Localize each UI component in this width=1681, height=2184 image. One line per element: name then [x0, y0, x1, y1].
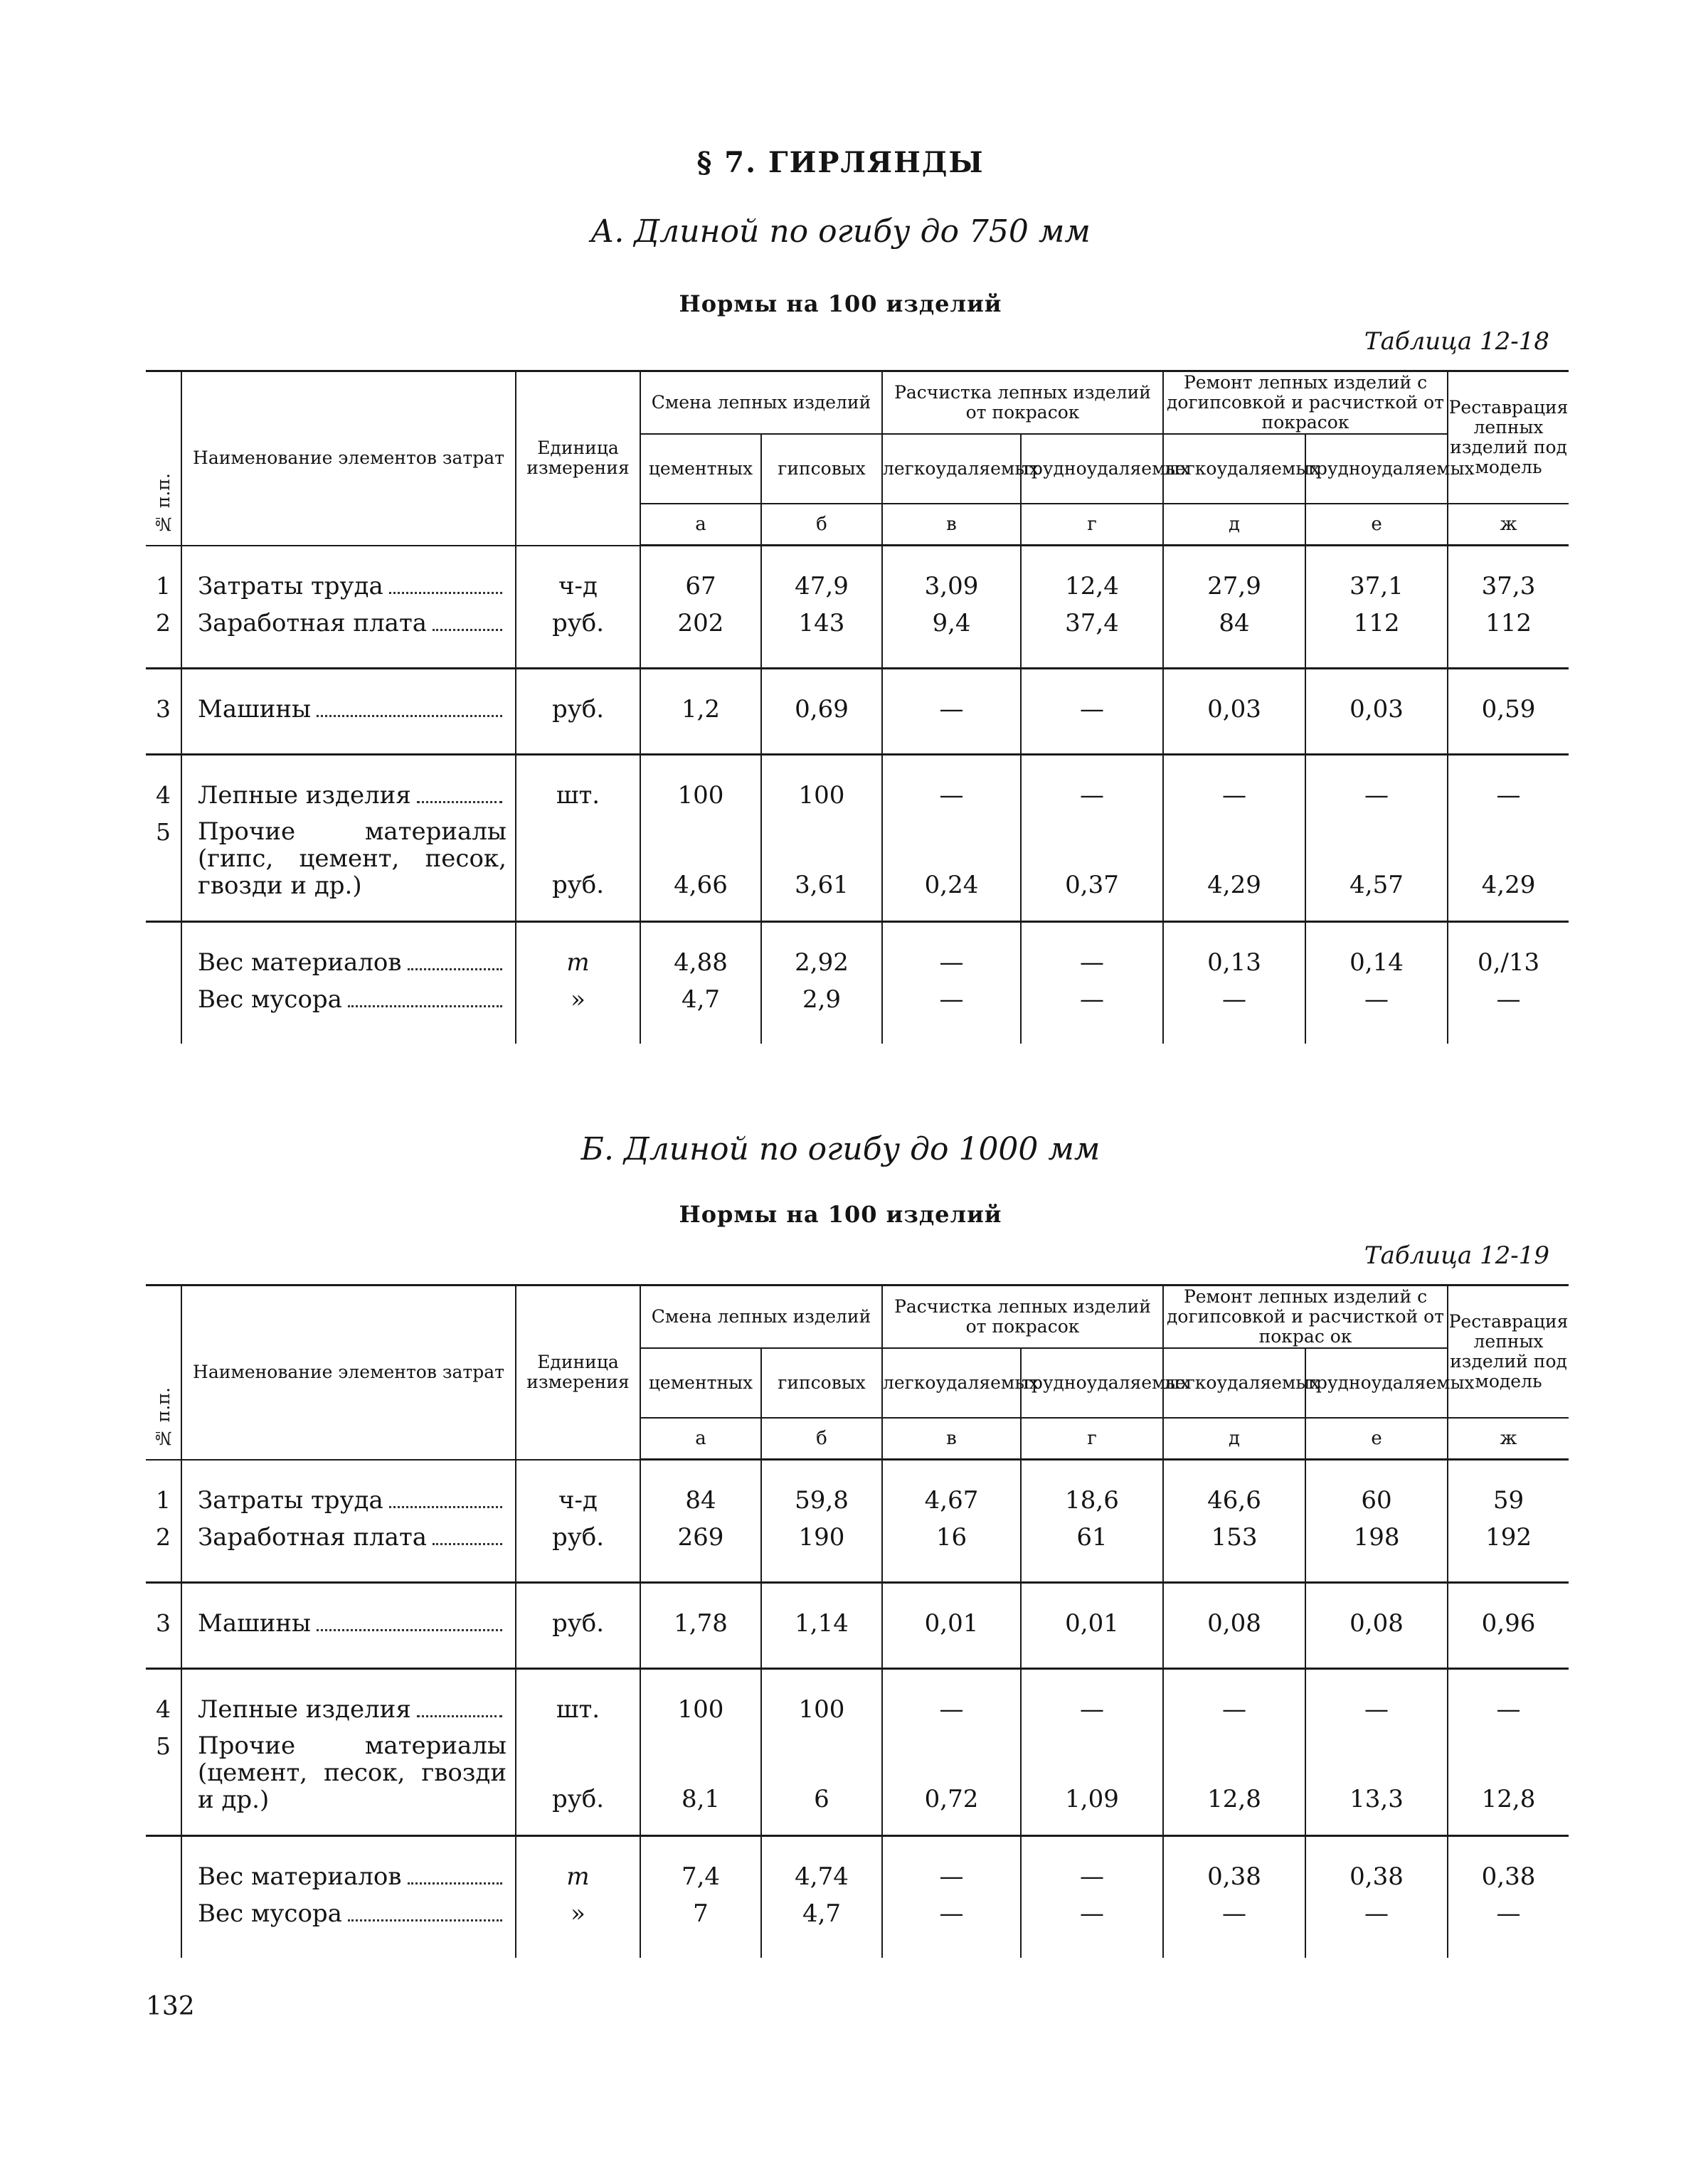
cell-value: 100: [640, 1669, 761, 1733]
cell-value: 6: [761, 1732, 882, 1836]
cell-value: —: [1021, 1836, 1163, 1900]
row-number: 5: [146, 818, 181, 922]
legko-header: легкоудаляемых: [1163, 434, 1305, 504]
group-smena-header: Смена лепных изделий: [640, 371, 882, 435]
trudno-header: трудноудаляемых: [1021, 1348, 1163, 1418]
row-unit: руб.: [516, 818, 640, 922]
col-letter: д: [1163, 504, 1305, 546]
table-row: [146, 1523, 1569, 1583]
cell-value: 0,38: [1305, 1836, 1448, 1900]
table-row: [146, 1669, 1569, 1733]
cell-value: —: [1163, 1899, 1305, 1958]
row-number: 4: [146, 1669, 181, 1733]
norm-table-a: [146, 370, 1569, 1044]
row-number: [146, 922, 181, 986]
page-number: 132: [146, 1992, 195, 2021]
cell-value: 100: [761, 1669, 882, 1733]
cell-value: 7,4: [640, 1836, 761, 1900]
cell-value: 2,92: [761, 922, 882, 986]
row-name: [181, 1523, 516, 1583]
row-number: 2: [146, 609, 181, 669]
cell-value: 0,96: [1448, 1583, 1569, 1669]
legko-header: легкоудаляемых: [882, 1348, 1021, 1418]
cell-value: 37,4: [1021, 609, 1163, 669]
num-header: № п.п.: [152, 473, 174, 535]
row-name-text: Лепные изделия: [198, 781, 411, 810]
cell-value: —: [882, 922, 1021, 986]
cell-value: —: [1163, 755, 1305, 819]
restavr-header: Реставрация лепных изделий под модель: [1448, 371, 1569, 504]
cell-value: —: [1021, 922, 1163, 986]
cell-value: 12,8: [1448, 1732, 1569, 1836]
cell-value: 0,72: [882, 1732, 1021, 1836]
cell-value: 37,1: [1305, 546, 1448, 610]
cell-value: 7: [640, 1899, 761, 1958]
table-row: [146, 1460, 1569, 1524]
cell-value: —: [1305, 1669, 1448, 1733]
cell-value: 0,69: [761, 669, 882, 755]
table-row: [146, 546, 1569, 610]
name-header: Наименование элементов затрат: [181, 371, 516, 546]
part-b-table-ref: Таблица 12-19: [1364, 1241, 1549, 1270]
col-letter: ж: [1448, 504, 1569, 546]
cell-value: —: [1021, 1669, 1163, 1733]
cell-value: —: [1305, 985, 1448, 1044]
cement-header: цементных: [640, 1348, 761, 1418]
cell-value: 84: [1163, 609, 1305, 669]
row-name-text: Вес материалов: [198, 948, 402, 977]
gips-header: гипсовых: [761, 1348, 882, 1418]
row-number: 5: [146, 1732, 181, 1836]
group-remont-header: Ремонт лепных изделий с догипсовкой и расчисткой от покрас ок: [1163, 1286, 1448, 1349]
row-unit: шт.: [516, 1669, 640, 1733]
table-row: [146, 1732, 1569, 1836]
row-name: [181, 609, 516, 669]
row-unit: т: [516, 1836, 640, 1900]
group-raschistka-header: Расчистка лепных изделий от покрасок: [882, 1286, 1163, 1349]
restavr-header: Реставрация лепных изделий под модель: [1448, 1286, 1569, 1419]
cell-value: 12,8: [1163, 1732, 1305, 1836]
cell-value: 0,03: [1163, 669, 1305, 755]
row-unit: шт.: [516, 755, 640, 819]
cell-value: 0,01: [1021, 1583, 1163, 1669]
cell-value: 198: [1305, 1523, 1448, 1583]
cell-value: 59,8: [761, 1460, 882, 1524]
cement-header: цементных: [640, 434, 761, 504]
cell-value: 269: [640, 1523, 761, 1583]
row-unit: руб.: [516, 1583, 640, 1669]
cell-value: 100: [640, 755, 761, 819]
row-name: [181, 546, 516, 610]
part-a-subtitle: А. Длиной по огибу до 750 мм: [590, 213, 1091, 250]
row-name-text: Машины: [198, 695, 312, 723]
section-title: § 7. ГИРЛЯНДЫ: [696, 146, 985, 179]
row-name: [181, 755, 516, 819]
cell-value: 202: [640, 609, 761, 669]
cell-value: 60: [1305, 1460, 1448, 1524]
cell-value: —: [1021, 669, 1163, 755]
row-number: 1: [146, 546, 181, 610]
unit-header: Единица измерения: [516, 371, 640, 546]
group-raschistka-header: Расчистка лепных изделий от покрасок: [882, 371, 1163, 435]
cell-value: 4,67: [882, 1460, 1021, 1524]
row-name-text: Прочие материалы (цемент, песок, гвозди и др.): [198, 1732, 507, 1814]
row-name: [181, 922, 516, 986]
row-unit: руб.: [516, 669, 640, 755]
cell-value: —: [1305, 1899, 1448, 1958]
table-row: [146, 669, 1569, 755]
row-name-text: Вес мусора: [198, 1899, 342, 1928]
cell-value: 9,4: [882, 609, 1021, 669]
cell-value: 0,03: [1305, 669, 1448, 755]
row-name: [181, 985, 516, 1044]
group-remont-header: Ремонт лепных изделий с догипсовкой и расчисткой от покрасок: [1163, 371, 1448, 435]
cell-value: —: [1305, 755, 1448, 819]
part-b-subtitle: Б. Длиной по огибу до 1000 мм: [580, 1131, 1101, 1167]
cell-value: 192: [1448, 1523, 1569, 1583]
row-unit: ч-д: [516, 1460, 640, 1524]
row-name: [181, 1836, 516, 1900]
cell-value: —: [882, 1669, 1021, 1733]
cell-value: 0,38: [1163, 1836, 1305, 1900]
col-letter: г: [1021, 1418, 1163, 1460]
unit-header: Единица измерения: [516, 1286, 640, 1460]
num-header: № п.п.: [152, 1387, 174, 1449]
cell-value: 16: [882, 1523, 1021, 1583]
cell-value: 4,74: [761, 1836, 882, 1900]
col-letter: б: [761, 1418, 882, 1460]
row-number: [146, 985, 181, 1044]
cell-value: —: [882, 755, 1021, 819]
cell-value: 4,7: [761, 1899, 882, 1958]
cell-value: 4,29: [1448, 818, 1569, 922]
group-smena-header: Смена лепных изделий: [640, 1286, 882, 1349]
cell-value: 37,3: [1448, 546, 1569, 610]
cell-value: —: [1021, 1899, 1163, 1958]
row-name-text: Затраты труда: [198, 571, 383, 600]
cell-value: 4,29: [1163, 818, 1305, 922]
cell-value: 18,6: [1021, 1460, 1163, 1524]
cell-value: 0,59: [1448, 669, 1569, 755]
cell-value: 61: [1021, 1523, 1163, 1583]
cell-value: 0,37: [1021, 818, 1163, 922]
row-unit: руб.: [516, 1732, 640, 1836]
cell-value: —: [1163, 985, 1305, 1044]
col-letter: в: [882, 1418, 1021, 1460]
row-unit: ч-д: [516, 546, 640, 610]
row-name-text: Вес материалов: [198, 1862, 402, 1891]
cell-value: 112: [1305, 609, 1448, 669]
cell-value: 12,4: [1021, 546, 1163, 610]
cell-value: 59: [1448, 1460, 1569, 1524]
cell-value: 13,3: [1305, 1732, 1448, 1836]
cell-value: 0,13: [1163, 922, 1305, 986]
cell-value: 47,9: [761, 546, 882, 610]
col-letter: е: [1305, 1418, 1448, 1460]
row-number: [146, 1899, 181, 1958]
cell-value: 1,78: [640, 1583, 761, 1669]
col-letter: б: [761, 504, 882, 546]
row-number: 3: [146, 1583, 181, 1669]
cell-value: 0,38: [1448, 1836, 1569, 1900]
row-unit: руб.: [516, 609, 640, 669]
cell-value: 1,14: [761, 1583, 882, 1669]
part-a-table-ref: Таблица 12-18: [1364, 327, 1549, 356]
cell-value: 0,24: [882, 818, 1021, 922]
cell-value: 3,09: [882, 546, 1021, 610]
row-name-text: Затраты труда: [198, 1485, 383, 1515]
row-name: [181, 669, 516, 755]
row-number: 4: [146, 755, 181, 819]
cell-value: 0,01: [882, 1583, 1021, 1669]
cell-value: 1,09: [1021, 1732, 1163, 1836]
table-row: [146, 985, 1569, 1044]
row-name: [181, 1669, 516, 1733]
row-number: 2: [146, 1523, 181, 1583]
table-row: [146, 922, 1569, 986]
cell-value: 0,08: [1305, 1583, 1448, 1669]
gips-header: гипсовых: [761, 434, 882, 504]
cell-value: 0,14: [1305, 922, 1448, 986]
row-name-text: Прочие материалы (гипс, цемент, песок, гвозди и др.): [198, 817, 507, 900]
cell-value: 46,6: [1163, 1460, 1305, 1524]
cell-value: —: [1448, 1899, 1569, 1958]
row-name: [181, 1460, 516, 1524]
cell-value: 4,57: [1305, 818, 1448, 922]
table-row: [146, 609, 1569, 669]
row-unit: т: [516, 922, 640, 986]
cell-value: 2,9: [761, 985, 882, 1044]
cell-value: 4,66: [640, 818, 761, 922]
col-letter: а: [640, 1418, 761, 1460]
row-name-text: Лепные изделия: [198, 1695, 411, 1724]
cell-value: 27,9: [1163, 546, 1305, 610]
row-number: [146, 1836, 181, 1900]
col-letter: ж: [1448, 1418, 1569, 1460]
row-number: 3: [146, 669, 181, 755]
table-row: [146, 1899, 1569, 1958]
col-letter: е: [1305, 504, 1448, 546]
table-row: [146, 818, 1569, 922]
cell-value: —: [1021, 755, 1163, 819]
row-unit: »: [516, 1899, 640, 1958]
cell-value: 0,08: [1163, 1583, 1305, 1669]
cell-value: —: [1448, 1669, 1569, 1733]
cell-value: 190: [761, 1523, 882, 1583]
cell-value: 100: [761, 755, 882, 819]
cell-value: 4,88: [640, 922, 761, 986]
table-row: [146, 1583, 1569, 1669]
row-name: [181, 1899, 516, 1958]
cell-value: —: [1021, 985, 1163, 1044]
part-b-norm-title: Нормы на 100 изделий: [679, 1201, 1002, 1228]
row-name: [181, 1583, 516, 1669]
cell-value: 84: [640, 1460, 761, 1524]
cell-value: 153: [1163, 1523, 1305, 1583]
table-row: [146, 755, 1569, 819]
row-name-text: Вес мусора: [198, 985, 342, 1014]
row-name-text: Заработная плата: [198, 1523, 428, 1552]
row-name-text: Машины: [198, 1609, 312, 1638]
part-a-norm-title: Нормы на 100 изделий: [679, 290, 1002, 317]
cell-value: —: [882, 985, 1021, 1044]
row-name: [181, 818, 516, 922]
cell-value: 0,/13: [1448, 922, 1569, 986]
row-name-text: Заработная плата: [198, 609, 428, 637]
row-unit: »: [516, 985, 640, 1044]
cell-value: —: [1163, 1669, 1305, 1733]
trudno-header: трудноудаляемых: [1021, 434, 1163, 504]
cell-value: 4,7: [640, 985, 761, 1044]
legko-header: легкоудаляемых: [882, 434, 1021, 504]
cell-value: 3,61: [761, 818, 882, 922]
cell-value: 8,1: [640, 1732, 761, 1836]
cell-value: —: [1448, 755, 1569, 819]
col-letter: г: [1021, 504, 1163, 546]
trudno-header: трудноудаляемых: [1305, 434, 1448, 504]
col-letter: а: [640, 504, 761, 546]
col-letter: в: [882, 504, 1021, 546]
trudno-header: трудноудаляемых: [1305, 1348, 1448, 1418]
row-number: 1: [146, 1460, 181, 1524]
cell-value: —: [882, 1899, 1021, 1958]
cell-value: 112: [1448, 609, 1569, 669]
cell-value: 143: [761, 609, 882, 669]
col-letter: д: [1163, 1418, 1305, 1460]
name-header: Наименование элементов затрат: [181, 1286, 516, 1460]
norm-table-b: [146, 1284, 1569, 1958]
table-12-18: [146, 370, 1569, 1044]
row-name: [181, 1732, 516, 1836]
table-12-19: [146, 1284, 1569, 1958]
row-unit: руб.: [516, 1523, 640, 1583]
cell-value: —: [882, 669, 1021, 755]
cell-value: —: [882, 1836, 1021, 1900]
legko-header: легкоудаляемых: [1163, 1348, 1305, 1418]
cell-value: 1,2: [640, 669, 761, 755]
table-row: [146, 1836, 1569, 1900]
cell-value: 67: [640, 546, 761, 610]
cell-value: —: [1448, 985, 1569, 1044]
